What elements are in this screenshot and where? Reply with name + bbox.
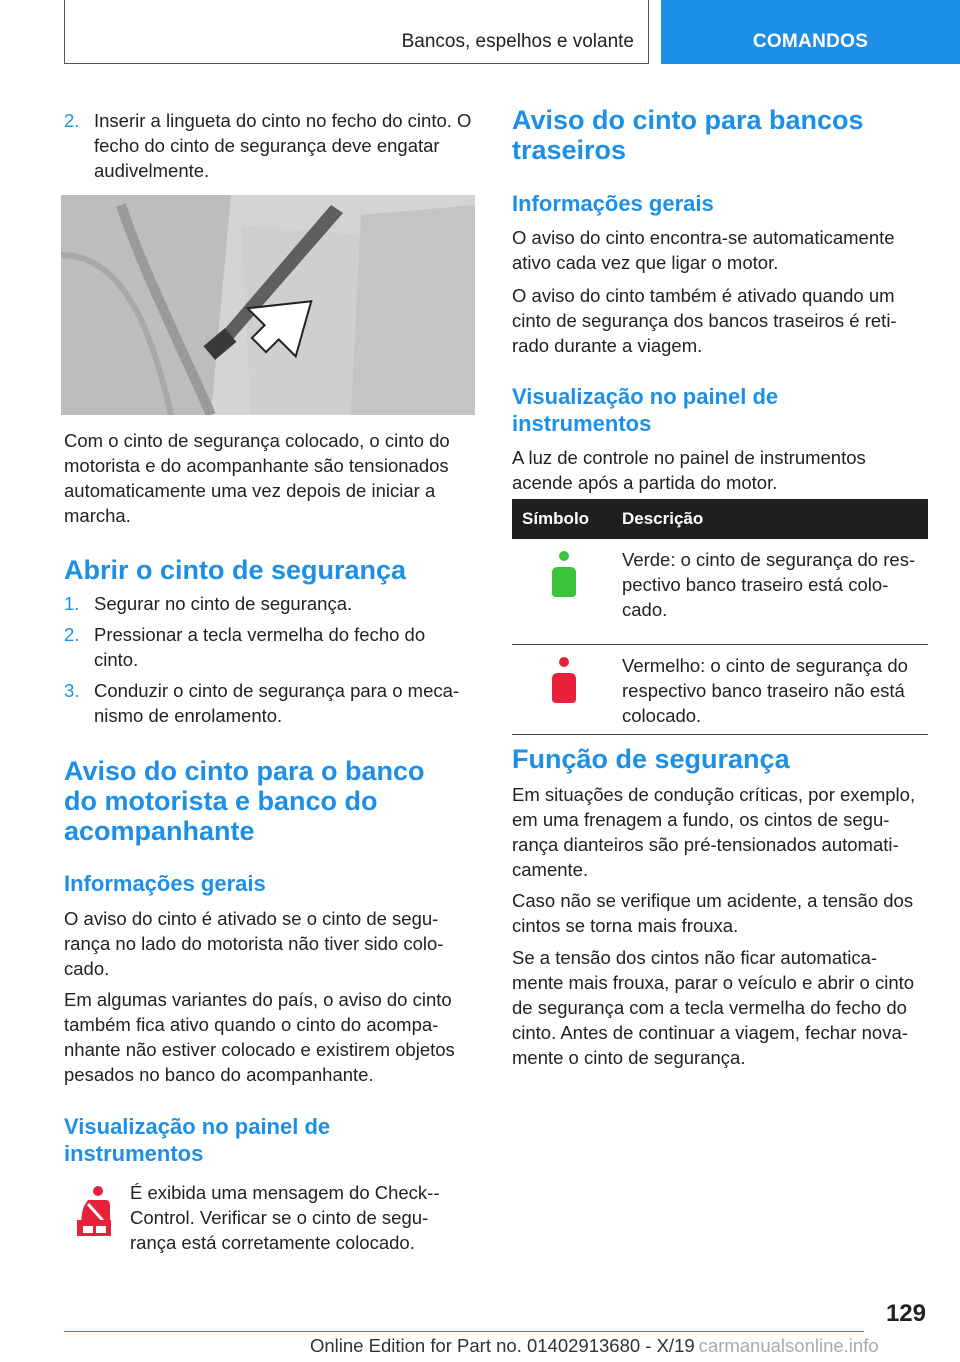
paragraph: Se a tensão dos cintos não ficar automatica-mente mais frouxa, parar o veículo e abrir o cinto de segurança com a tecla vermelha do fecho do cinto. Antes de continuar a viagem, fechar nova-mente o cinto de segurança. — [512, 947, 915, 1068]
photo-caption: Com o cinto de segurança colocado, o cinto do motorista e do acompanhante são tensionados automaticamente uma vez depois de iniciar a marcha. — [64, 430, 450, 526]
header-chapter-title: COMANDOS — [752, 31, 869, 52]
list-item — [64, 591, 474, 616]
subsection-title-general-info: Informações gerais — [64, 871, 266, 896]
list-item — [64, 678, 474, 728]
list-item-number: 1. — [64, 593, 80, 614]
table-cell-symbol — [512, 539, 612, 644]
paragraph: Caso não se verifique um acidente, a tensão dos cintos se torna mais frouxa. — [512, 890, 914, 936]
table-header-symbol: Símbolo — [512, 499, 612, 539]
symbol-table — [512, 499, 928, 735]
seatbelt-photo — [61, 195, 475, 415]
table-row — [512, 539, 928, 644]
list-item — [64, 108, 504, 183]
header-chapter-tab — [661, 0, 960, 64]
list-item-text: Conduzir o cinto de segurança para o meca-nismo de enrolamento. — [94, 680, 460, 726]
list-item-number: 2. — [64, 624, 80, 645]
list-item-text: Inserir a lingueta do cinto no fecho do cinto. O fecho do cinto de segurança deve engatar audivelmente. — [94, 110, 472, 181]
open-steps-list — [64, 591, 474, 728]
section-title-open-belt: Abrir o cinto de segurança — [64, 555, 407, 585]
subsection-title-display: Visualização no painel de instrumentos — [512, 384, 779, 436]
section-title-safety-function: Função de segurança — [512, 744, 790, 774]
footer-edition — [310, 1335, 879, 1357]
list-item-text: Pressionar a tecla vermelha do fecho do cinto. — [94, 624, 426, 670]
header-section-title: Bancos, espelhos e volante — [401, 31, 634, 52]
table-header-row — [512, 499, 928, 539]
table-cell-symbol — [512, 644, 612, 734]
paragraph: Em algumas variantes do país, o aviso do cinto também fica ativo quando o cinto do acompa-nhante não estiver colocado e existirem objetos pesados no banco do acompanhante. — [64, 989, 455, 1085]
page-number: 129 — [885, 1300, 926, 1327]
paragraph: O aviso do cinto encontra-se automaticamente ativo cada vez que ligar o motor. — [512, 227, 895, 273]
list-item-number: 3. — [64, 680, 80, 701]
table-row — [512, 644, 928, 734]
paragraph: A luz de controle no painel de instrumentos acende após a partida do motor. — [512, 447, 866, 493]
subsection-title-display: Visualização no painel de instrumentos — [64, 1114, 331, 1166]
subsection-title-general-info: Informações gerais — [512, 191, 714, 216]
header-section-box — [64, 0, 649, 64]
section-title-rear-warning: Aviso do cinto para bancos traseiros — [512, 105, 864, 165]
seat-occupant-green-icon — [547, 551, 581, 597]
section-title-driver-warning: Aviso do cinto para o banco do motorista e banco do acompanhante — [64, 756, 425, 846]
footer-watermark: carmanualsonline.info — [698, 1335, 879, 1356]
seatbelt-illustration — [61, 195, 475, 415]
list-item-number: 2. — [64, 110, 80, 131]
table-cell-description: Vermelho: o cinto de segurança do respectivo banco traseiro não está colocado. — [612, 644, 928, 734]
footer-edition-text: Online Edition for Part no. 01402913680 - X/19 — [310, 1335, 695, 1356]
list-item — [64, 622, 474, 672]
paragraph: O aviso do cinto é ativado se o cinto de segu-rança no lado do motorista não tiver sido colo-cado. — [64, 908, 444, 979]
paragraph: O aviso do cinto também é ativado quando um cinto de segurança dos bancos traseiros é reti-rado durante a viagem. — [512, 285, 897, 356]
table-cell-description: Verde: o cinto de segurança do res-pectivo banco traseiro está colo-cado. — [612, 539, 928, 644]
display-message-text: É exibida uma mensagem do Check--Control. Verificar se o cinto de segu-rança está corretamente colocado. — [130, 1182, 440, 1253]
table-header-description: Descrição — [612, 499, 928, 539]
list-item-text: Segurar no cinto de segurança. — [94, 593, 353, 614]
seat-occupant-red-icon — [547, 657, 581, 703]
footer-divider — [64, 1331, 864, 1332]
seatbelt-warning-icon — [76, 1186, 112, 1238]
paragraph: Em situações de condução críticas, por exemplo, em uma frenagem a fundo, os cintos de segu-rança dianteiros são pré-tensionados automati-camente. — [512, 784, 916, 880]
